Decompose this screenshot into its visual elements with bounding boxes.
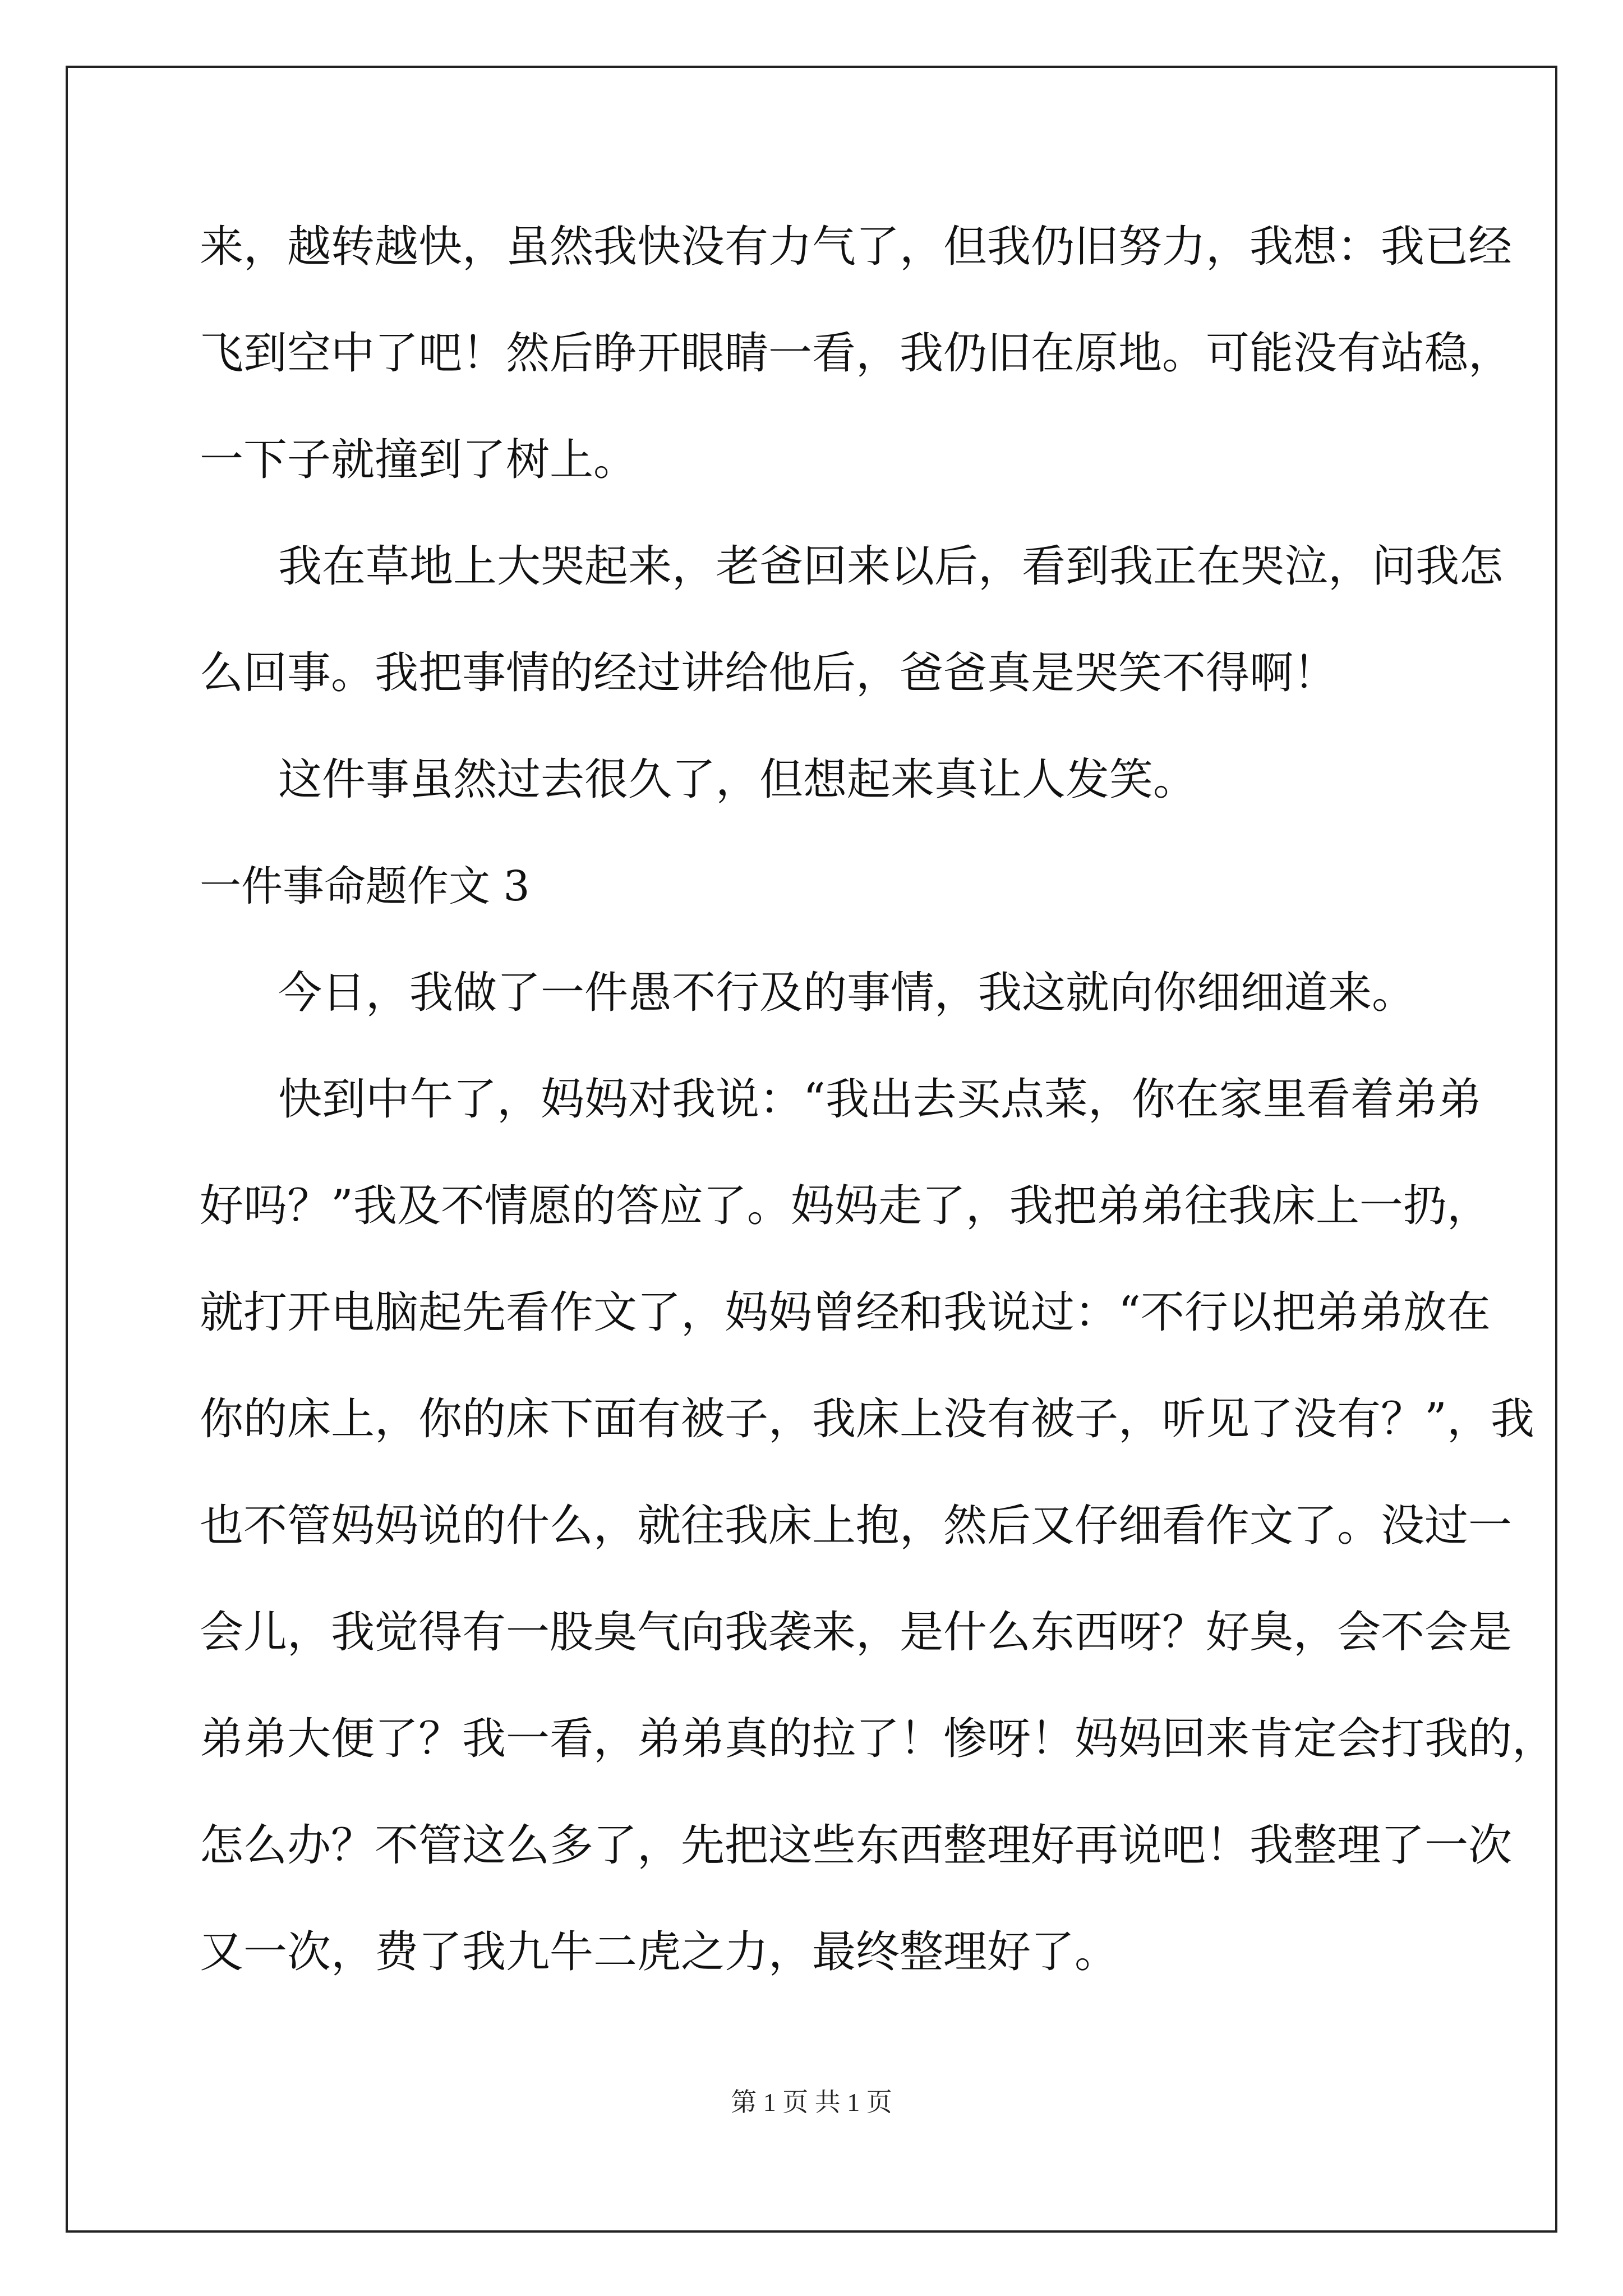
text-line: 就打开电脑起先看作文了，妈妈曾经和我说过：“不行以把弟弟放在 [200,1287,1491,1338]
text-line: 你的床上，你的床下面有被子，我床上没有被子，听见了没有？”，我 [200,1394,1534,1444]
page-number-footer: 第 1 页 共 1 页 [731,2088,892,2116]
paragraph-first-line: 我在草地上大哭起来，老爸回来以后，看到我正在哭泣，问我怎 [278,541,1504,592]
paragraph-first-line: 这件事虽然过去很久了，但想起来真让人发笑。 [278,754,1197,805]
text-line: 么回事。我把事情的经过讲给他后，爸爸真是哭笑不得啊！ [200,648,1338,698]
page-border [66,66,1557,2233]
section-heading: 一件事命题作文 3 [200,862,530,910]
text-line: 怎么办？不管这么多了，先把这些东西整理好再说吧！我整理了一次 [200,1820,1513,1871]
text-line: 好吗？”我及不情愿的答应了。妈妈走了，我把弟弟往我床上一扔， [200,1181,1491,1231]
paragraph-first-line: 快到中午了，妈妈对我说：“我出去买点菜，你在家里看着弟弟 [278,1074,1482,1125]
text-line: 一下子就撞到了树上。 [200,435,638,485]
text-line: 飞到空中了吧！然后睁开眼睛一看，我仍旧在原地。可能没有站稳， [200,328,1513,379]
text-line: 弟弟大便了？我一看，弟弟真的拉了！惨呀！妈妈回来肯定会打我的， [200,1714,1556,1764]
text-line: 会儿，我觉得有一股臭气向我袭来，是什么东西呀？好臭，会不会是 [200,1607,1513,1658]
text-line: 来，越转越快，虽然我快没有力气了，但我仍旧努力，我想：我已经 [200,222,1513,272]
paragraph-first-line: 今日，我做了一件愚不行及的事情，我这就向你细细道来。 [278,968,1416,1018]
text-line: 又一次，费了我九牛二虎之力，最终整理好了。 [200,1927,1119,1977]
text-line: 也不管妈妈说的什么，就往我床上抱，然后又仔细看作文了。没过一 [200,1501,1513,1551]
